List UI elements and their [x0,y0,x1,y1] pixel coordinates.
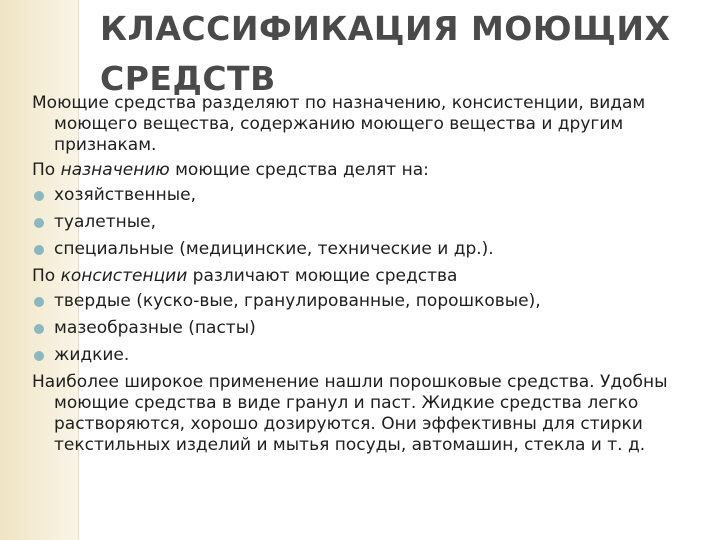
consistency-heading [32,266,692,287]
consistency-heading-prefix: По [32,266,61,286]
list-item [32,318,692,339]
bullet-dot-icon [34,324,44,334]
slide-title: КЛАССИФИКАЦИЯ МОЮЩИХ СРЕДСТВ [100,9,671,98]
list-item-text: туалетные, [54,212,157,232]
bullet-dot-icon [34,218,44,228]
list-item-text: жидкие. [54,345,130,365]
bullet-dot-icon [34,351,44,361]
slide-body [32,93,692,460]
list-item-text: хозяйственные, [54,185,197,205]
list-item [32,345,692,366]
list-item-text: специальные (медицинские, технические и др.). [54,239,494,259]
intro-paragraph: Моющие средства разделяют по назначению, консистенции, видам моющего вещества, содержанию моющего вещества и другим признакам. [32,93,646,155]
bullet-dot-icon [34,297,44,307]
consistency-heading-suffix: различают моющие средства [187,266,458,286]
consistency-heading-emphasis: консистенции [60,266,188,286]
list-item [32,239,692,260]
purpose-heading-emphasis: назначению [60,160,170,180]
conclusion-paragraph: Наиболее широкое применение нашли порошковые средства. Удобны моющие средства в виде гранул и паст. Жидкие средства легко растворяются, хорошо дозируются. Они эффективны для стирки текстильных изделий и мытья посуды, автомашин, стекла и т. д. [32,372,668,455]
list-item [32,291,692,312]
list-item-text: мазеобразные (пасты) [54,318,256,338]
purpose-heading-suffix: моющие средства делят на: [169,160,429,180]
bullet-dot-icon [34,191,44,201]
list-item-text: твердые (куско-вые, гранулированные, порошковые), [54,291,541,311]
purpose-heading [32,160,692,181]
bullet-dot-icon [34,245,44,255]
list-item [32,185,692,206]
purpose-heading-prefix: По [32,160,61,180]
list-item [32,212,692,233]
